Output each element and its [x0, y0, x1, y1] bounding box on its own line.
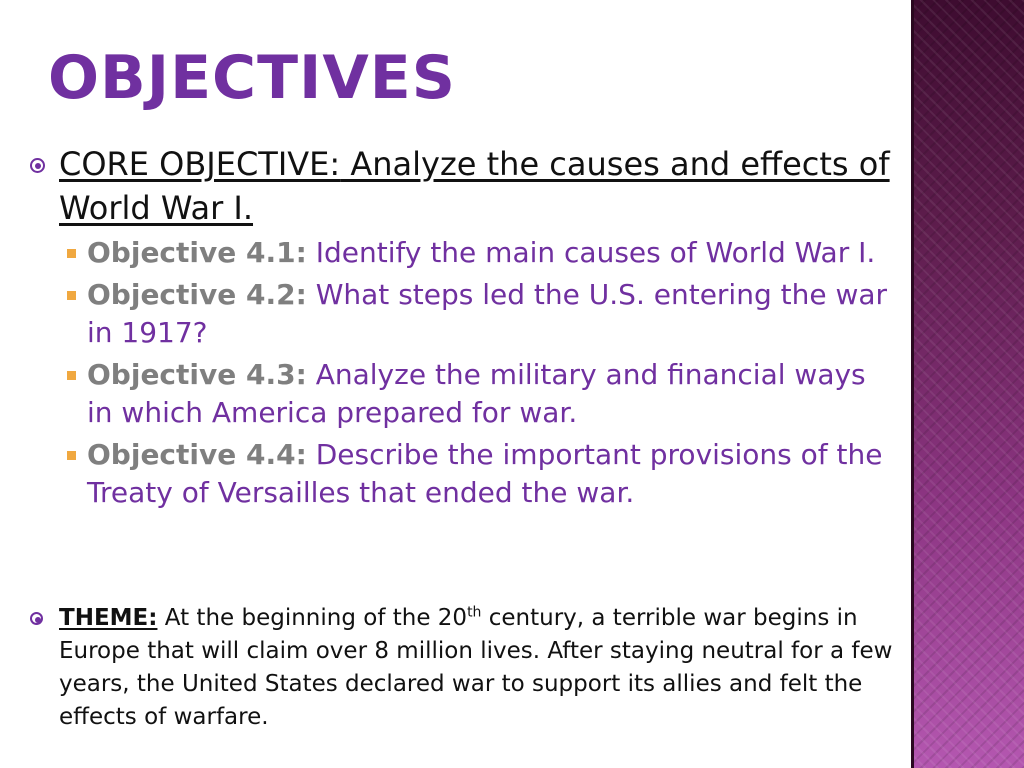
objective-text: Analyze the military and financial ways in which America prepared for war. [87, 358, 866, 429]
side-band-edge [911, 0, 914, 768]
theme-body-start: At the beginning of the 20 [157, 605, 468, 631]
square-icon [67, 291, 76, 300]
objective-item [59, 276, 900, 352]
square-icon [67, 371, 76, 380]
objective-text: Identify the main causes of World War I. [315, 236, 876, 269]
objective-item [59, 234, 900, 272]
core-objective-text [59, 142, 900, 230]
objective-label: Objective 4.4: [87, 438, 307, 471]
slide-title: OBJECTIVES [48, 43, 456, 113]
objective-item [59, 436, 900, 512]
objective-item [59, 356, 900, 432]
theme-block [30, 602, 900, 734]
theme-text [59, 602, 900, 734]
objective-text: What steps led the U.S. entering the war in 1917? [87, 278, 888, 349]
core-objective-label: CORE OBJECTIVE: [59, 145, 341, 183]
theme-body-end: century, a terrible war begins in Europe that will claim over 8 million lives. After staying neutral for a few years, the United States declared war to support its allies and felt the effects of warfare. [59, 605, 893, 730]
square-icon [67, 451, 76, 460]
objective-label: Objective 4.2: [87, 278, 307, 311]
objective-list [59, 234, 900, 512]
square-icon [67, 249, 76, 258]
core-objective-block [30, 142, 900, 516]
ordinal-superscript: th [467, 604, 482, 621]
circle-dot-icon [30, 612, 43, 625]
objective-label: Objective 4.3: [87, 358, 307, 391]
theme-label: THEME: [59, 605, 158, 631]
objective-text: Describe the important provisions of the Treaty of Versailles that ended the war. [87, 438, 883, 509]
core-objective-row [30, 142, 900, 512]
circle-dot-icon [30, 158, 45, 173]
core-objective-body: Analyze the causes and effects of World War I. [59, 145, 890, 227]
decorative-side-band [911, 0, 1024, 768]
objective-label: Objective 4.1: [87, 236, 307, 269]
theme-row [30, 602, 900, 734]
